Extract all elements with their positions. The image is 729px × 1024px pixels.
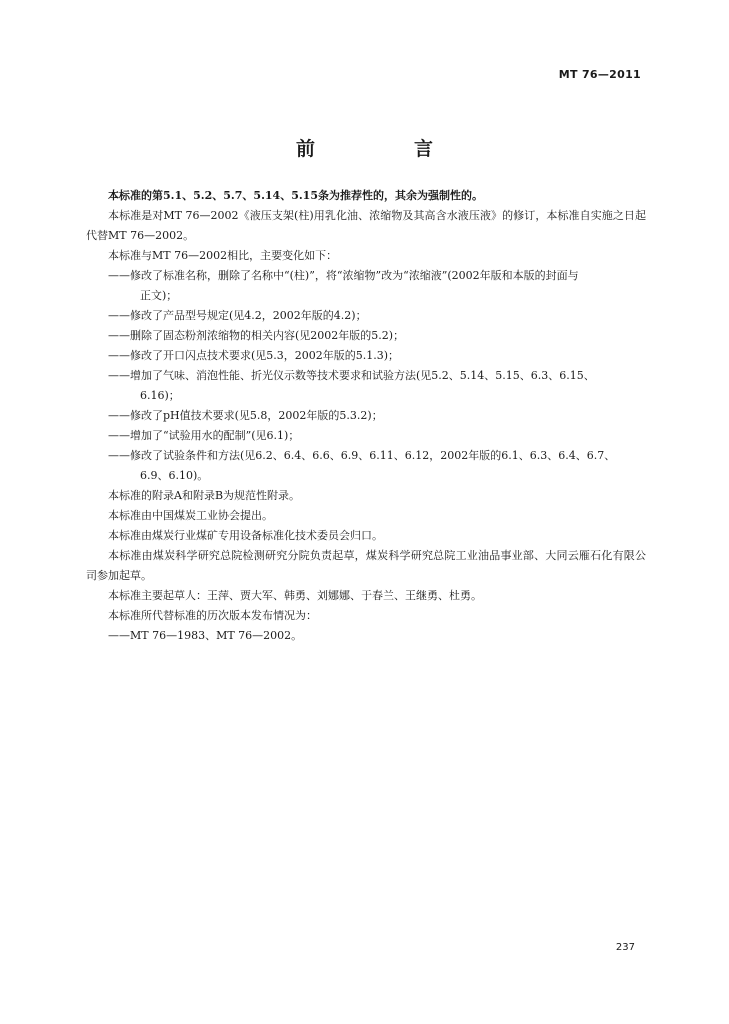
paragraph-drafted-by: 本标准由煤炭科学研究总院检测研究分院负责起草，煤炭科学研究总院工业油品事业部、大同云雁石化有限公司参加起草。 xyxy=(86,549,646,582)
change-item-text: ——修改了试验条件和方法(见6.2、6.4、6.6、6.9、6.11、6.12，2002年版的6.1、6.3、6.4、6.7、 xyxy=(108,449,616,462)
standard-code: MT 76—2011 xyxy=(558,68,641,81)
change-item xyxy=(86,366,646,406)
change-item-text: ——修改了开口闪点技术要求(见5.3，2002年版的5.1.3)； xyxy=(108,349,400,362)
change-item-text: ——删除了固态粉剂浓缩物的相关内容(见2002年版的5.2)； xyxy=(108,329,405,342)
history-item xyxy=(86,626,646,646)
change-item xyxy=(86,426,646,446)
change-item-text: ——修改了产品型号规定(见4.2，2002年版的4.2)； xyxy=(108,309,367,322)
change-item xyxy=(86,306,646,326)
change-item xyxy=(86,446,646,486)
history-item-text: ——MT 76—1983、MT 76—2002。 xyxy=(108,629,303,642)
change-item-continuation: 6.9、6.10)。 xyxy=(140,469,209,482)
paragraph-history-intro: 本标准所代替标准的历次版本发布情况为： xyxy=(108,609,317,622)
paragraph-appendix-note: 本标准的附录A和附录B为规范性附录。 xyxy=(108,489,301,502)
change-item xyxy=(86,346,646,366)
change-item-text: ——修改了pH值技术要求(见5.8，2002年版的5.3.2)； xyxy=(108,409,383,422)
paragraph-recommended-clauses: 本标准的第5.1、5.2、5.7、5.14、5.15条为推荐性的，其余为强制性的。 xyxy=(108,189,483,202)
paragraph-main-drafters: 本标准主要起草人：王萍、贾大军、韩勇、刘娜娜、于春兰、王继勇、杜勇。 xyxy=(108,589,482,602)
change-item-continuation: 6.16)； xyxy=(140,389,180,402)
document-body xyxy=(86,186,646,646)
change-item xyxy=(86,266,646,306)
change-item xyxy=(86,406,646,426)
paragraph-revision-note: 本标准是对MT 76—2002《液压支架(柱)用乳化油、浓缩物及其高含水液压液》的修订，本标准自实施之日起代替MT 76—2002。 xyxy=(86,209,646,242)
page-number: 237 xyxy=(615,942,635,953)
change-item-text: ——修改了标准名称，删除了名称中“(柱)”，将“浓缩物”改为“浓缩液”(2002年版和本版的封面与 xyxy=(108,269,579,282)
change-item-text: ——增加了“试验用水的配制”(见6.1)； xyxy=(108,429,300,442)
paragraph-administered-by: 本标准由煤炭行业煤矿专用设备标准化技术委员会归口。 xyxy=(108,529,383,542)
change-item-continuation: 正文)； xyxy=(140,289,178,302)
change-item-text: ——增加了气味、消泡性能、折光仪示数等技术要求和试验方法(见5.2、5.14、5.15、6.3、6.15、 xyxy=(108,369,595,382)
paragraph-proposed-by: 本标准由中国煤炭工业协会提出。 xyxy=(108,509,273,522)
change-item xyxy=(86,326,646,346)
page-title: 前 言 xyxy=(295,138,473,160)
paragraph-changes-intro: 本标准与MT 76—2002相比，主要变化如下： xyxy=(108,249,338,262)
